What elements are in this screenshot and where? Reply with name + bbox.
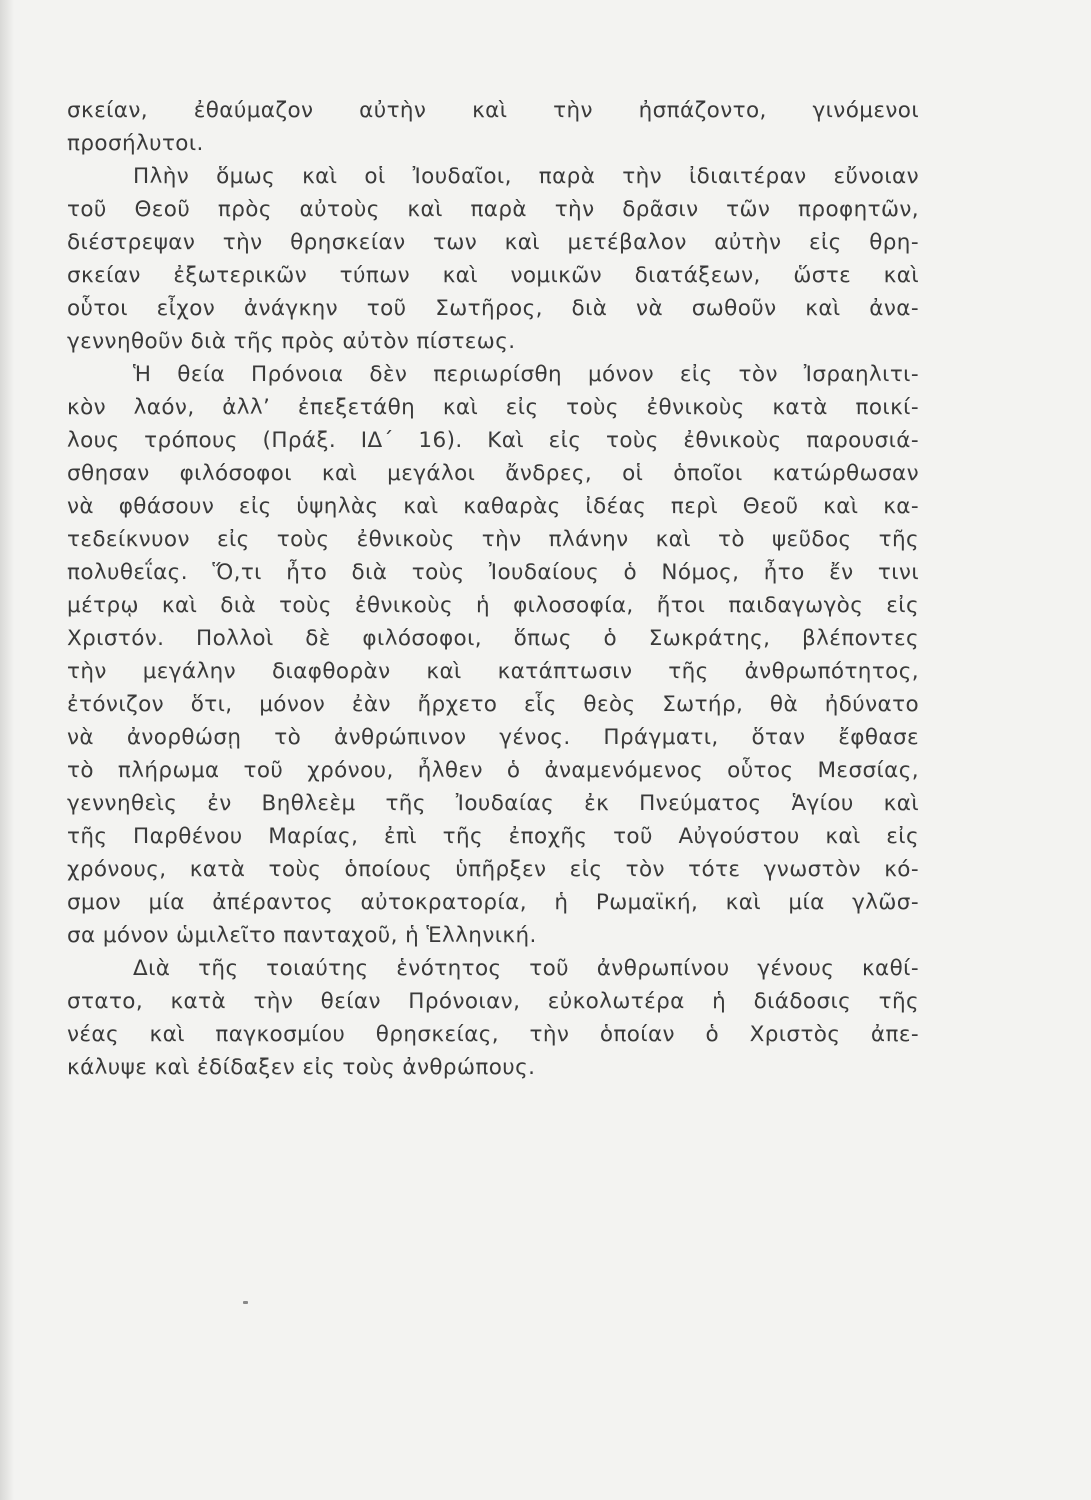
text-line: τεδείκνυον εἰς τοὺς ἐθνικοὺς τὴν πλάνην καὶ τὸ ψεῦδος τῆς bbox=[67, 527, 919, 552]
text-line: σθησαν φιλόσοφοι καὶ μεγάλοι ἄνδρες, οἱ ὁποῖοι κατώρθωσαν bbox=[67, 461, 919, 486]
text-line: τῆς Παρθένου Μαρίας, ἐπὶ τῆς ἐποχῆς τοῦ Αὐγούστου καὶ εἰς bbox=[67, 824, 919, 849]
text-line: χρόνους, κατὰ τοὺς ὁποίους ὑπῆρξεν εἰς τὸν τότε γνωστὸν κό- bbox=[67, 857, 919, 882]
text-line: σκείαν, ἐθαύμαζον αὐτὴν καὶ τὴν ἠσπάζοντο, γινόμενοι bbox=[67, 98, 919, 123]
text-line: πολυθεΐας. Ὅ,τι ἦτο διὰ τοὺς Ἰουδαίους ὁ Νόμος, ἦτο ἔν τινι bbox=[67, 560, 919, 585]
text-line: διέστρεψαν τὴν θρησκείαν των καὶ μετέβαλον αὐτὴν εἰς θρη- bbox=[67, 230, 919, 255]
text-line: Πλὴν ὅμως καὶ οἱ Ἰουδαῖοι, παρὰ τὴν ἰδιαιτέραν εὔνοιαν bbox=[133, 164, 919, 189]
text-line: τοῦ Θεοῦ πρὸς αὐτοὺς καὶ παρὰ τὴν δρᾶσιν τῶν προφητῶν, bbox=[67, 197, 919, 222]
text-line: τὴν μεγάλην διαφθορὰν καὶ κατάπτωσιν τῆς ἀνθρωπότητος, bbox=[67, 659, 919, 684]
text-line: νὰ φθάσουν εἰς ὑψηλὰς καὶ καθαρὰς ἰδέας περὶ Θεοῦ καὶ κα- bbox=[67, 494, 919, 519]
text-line: κὸν λαόν, ἀλλ’ ἐπεξετάθη καὶ εἰς τοὺς ἐθνικοὺς κατὰ ποικί- bbox=[67, 395, 919, 420]
text-line: Ἡ θεία Πρόνοια δὲν περιωρίσθη μόνον εἰς τὸν Ἰσραηλιτι- bbox=[133, 362, 919, 387]
scan-speck bbox=[243, 1301, 248, 1304]
text-line: οὗτοι εἶχον ἀνάγκην τοῦ Σωτῆρος, διὰ νὰ σωθοῦν καὶ ἀνα- bbox=[67, 296, 919, 321]
text-line: προσήλυτοι. bbox=[67, 131, 204, 156]
text-line: νὰ ἀνορθώσῃ τὸ ἀνθρώπινον γένος. Πράγματι, ὅταν ἔφθασε bbox=[67, 725, 919, 750]
text-line: νέας καὶ παγκοσμίου θρησκείας, τὴν ὁποίαν ὁ Χριστὸς ἀπε- bbox=[67, 1022, 919, 1047]
text-line: σκείαν ἐξωτερικῶν τύπων καὶ νομικῶν διατάξεων, ὥστε καὶ bbox=[67, 263, 919, 288]
page-edge-shadow bbox=[0, 0, 14, 1500]
body-text bbox=[67, 94, 919, 1084]
text-line: Χριστόν. Πολλοὶ δὲ φιλόσοφοι, ὅπως ὁ Σωκράτης, βλέποντες bbox=[67, 626, 919, 651]
text-line: σα μόνον ὡμιλεῖτο πανταχοῦ, ἡ Ἑλληνική. bbox=[67, 923, 537, 948]
text-line: λους τρόπους (Πράξ. ΙΔ΄ 16). Καὶ εἰς τοὺς ἐθνικοὺς παρουσιά- bbox=[67, 428, 919, 453]
text-line: σμον μία ἀπέραντος αὐτοκρατορία, ἡ Ρωμαϊκή, καὶ μία γλῶσ- bbox=[67, 890, 919, 915]
text-line: τὸ πλήρωμα τοῦ χρόνου, ἦλθεν ὁ ἀναμενόμενος οὗτος Μεσσίας, bbox=[67, 758, 919, 783]
text-line: γεννηθεὶς ἐν Βηθλεὲμ τῆς Ἰουδαίας ἐκ Πνεύματος Ἁγίου καὶ bbox=[67, 791, 919, 816]
text-line: ἐτόνιζον ὅτι, μόνον ἐὰν ἤρχετο εἷς θεὸς Σωτήρ, θὰ ἠδύνατο bbox=[67, 692, 919, 717]
text-line: στατο, κατὰ τὴν θείαν Πρόνοιαν, εὐκολωτέρα ἡ διάδοσις τῆς bbox=[67, 989, 919, 1014]
text-line: γεννηθοῦν διὰ τῆς πρὸς αὐτὸν πίστεως. bbox=[67, 329, 516, 354]
text-line: Διὰ τῆς τοιαύτης ἑνότητος τοῦ ἀνθρωπίνου γένους καθί- bbox=[133, 956, 919, 981]
text-line: κάλυψε καὶ ἐδίδαξεν εἰς τοὺς ἀνθρώπους. bbox=[67, 1055, 536, 1080]
text-line: μέτρῳ καὶ διὰ τοὺς ἐθνικοὺς ἡ φιλοσοφία, ἤτοι παιδαγωγὸς εἰς bbox=[67, 593, 919, 618]
